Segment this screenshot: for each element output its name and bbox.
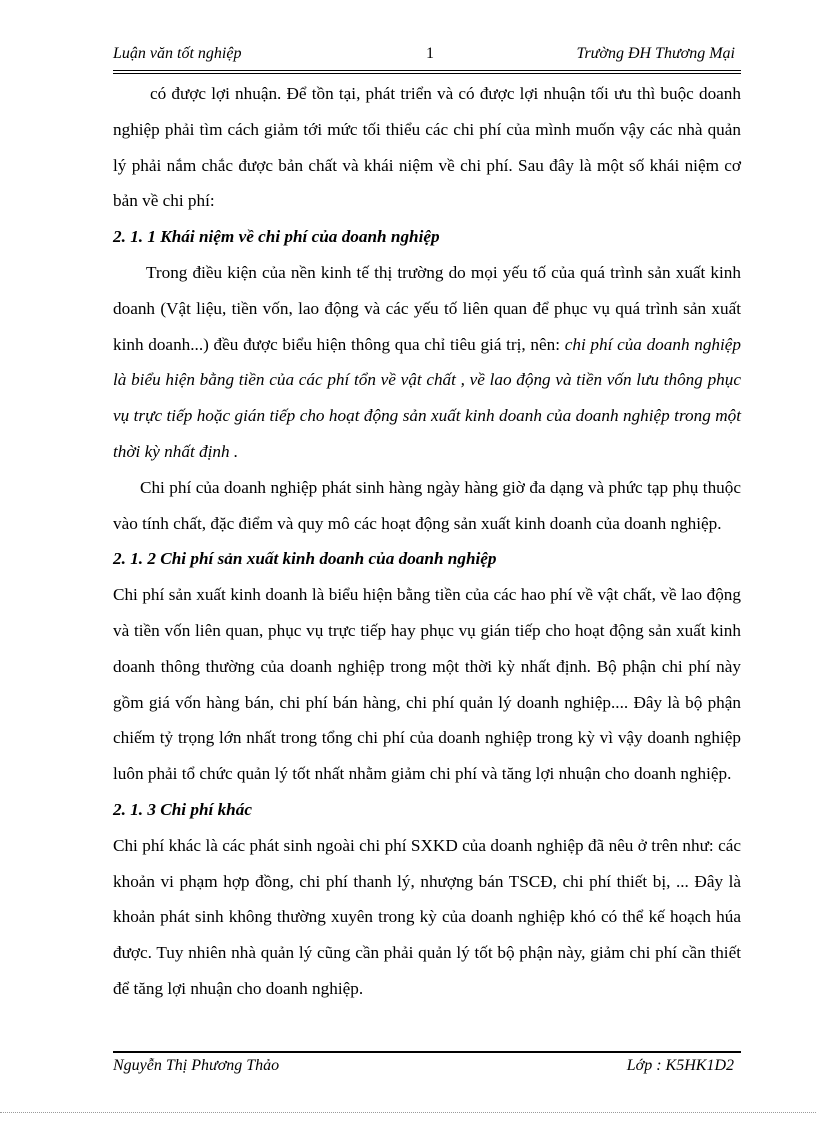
footer-divider	[113, 1051, 741, 1053]
footer-author: Nguyễn Thị Phương Thảo	[113, 1057, 280, 1074]
production-cost-paragraph: Chi phí sản xuất kinh doanh là biểu hiện bằng tiền của các hao phí về vật chất, về lao động và tiền vốn liên quan, phục vụ trực tiếp hay phục vụ gián tiếp cho hoạt động sản xuất kinh doanh thông thường của doanh nghiệp trong một thời kỳ nhất định. Bộ phận chi phí này gồm giá vốn hàng bán, chi phí bán hàng, chi phí quản lý doanh nghiệp.... Đây là bộ phận chiếm tỷ trọng lớn nhất trong tổng chi phí của doanh nghiệp trong kỳ vì vậy doanh nghiệp luôn phải tổ chức quản lý tốt nhất nhằm giảm chi phí và tăng lợi nhuận cho doanh nghiệp.	[113, 585, 741, 784]
header-university: Trường ĐH Thương Mại	[576, 45, 735, 62]
section-heading-2-1-3: 2. 1. 3 Chi phí khác	[113, 799, 252, 819]
definition-paragraph	[113, 255, 741, 470]
intro-paragraph: có được lợi nhuận. Để tồn tại, phát triển và có được lợi nhuận tối ưu thì buộc doanh nghiệp phải tìm cách giảm tới mức tối thiểu các chi phí của mình muốn vậy các nhà quản lý phải nắm chắc được bản chất và khái niệm về chi phí. Sau đây là một số khái niệm cơ bản về chi phí:	[113, 84, 741, 211]
footer-class: Lớp : K5HK1D2	[626, 1057, 734, 1074]
header-divider	[113, 70, 741, 74]
cost-characteristics-paragraph: Chi phí của doanh nghiệp phát sinh hàng ngày hàng giờ đa dạng và phức tạp phụ thuộc vào tính chất, đặc điểm và quy mô các hoạt động sản xuất kinh doanh của doanh nghiệp.	[113, 477, 741, 533]
other-cost-paragraph: Chi phí khác là các phát sinh ngoài chi phí SXKD của doanh nghiệp đã nêu ở trên như: các khoản vi phạm hợp đồng, chi phí thanh lý, nhượng bán TSCĐ, chi phí thiết bị, ... Đây là khoản phát sinh không thường xuyên trong kỳ của doanh nghiệp khó có thể kế hoạch húa được. Tuy nhiên nhà quản lý cũng cần phải quản lý tốt bộ phận này, giảm chi phí cần thiết để tăng lợi nhuận cho doanh nghiệp.	[113, 835, 741, 998]
page-footer	[113, 1057, 741, 1081]
page-body	[113, 76, 741, 1007]
header-thesis-title: Luận văn tốt nghiệp	[113, 45, 242, 62]
definition-paragraph-text: Trong điều kiện của nền kinh tế thị trường do mọi yếu tố của quá trình sản xuất kinh doanh (Vật liệu, tiền vốn, lao động và các yếu tố liên quan để phục vụ quá trình sản xuất kinh doanh...) đều được biểu hiện thông qua chỉ tiêu giá trị, nên:	[113, 262, 741, 354]
section-heading-2-1-2: 2. 1. 2 Chi phí sản xuất kinh doanh của doanh nghiệp	[113, 549, 497, 569]
section-heading-2-1-1: 2. 1. 1 Khái niệm về chi phí của doanh nghiệp	[113, 227, 440, 247]
page-bottom-dotted-line	[0, 1112, 816, 1113]
definition-paragraph-italic: chi phí của doanh nghiệp là biểu hiện bằng tiền của các phí tổn về vật chất , về lao động và tiền vốn lưu thông phục vụ trực tiếp hoặc gián tiếp cho hoạt động sản xuất kinh doanh của doanh nghiệp trong một thời kỳ nhất định .	[113, 334, 742, 461]
header-page-number: 1	[426, 45, 434, 62]
page-header	[113, 45, 741, 69]
